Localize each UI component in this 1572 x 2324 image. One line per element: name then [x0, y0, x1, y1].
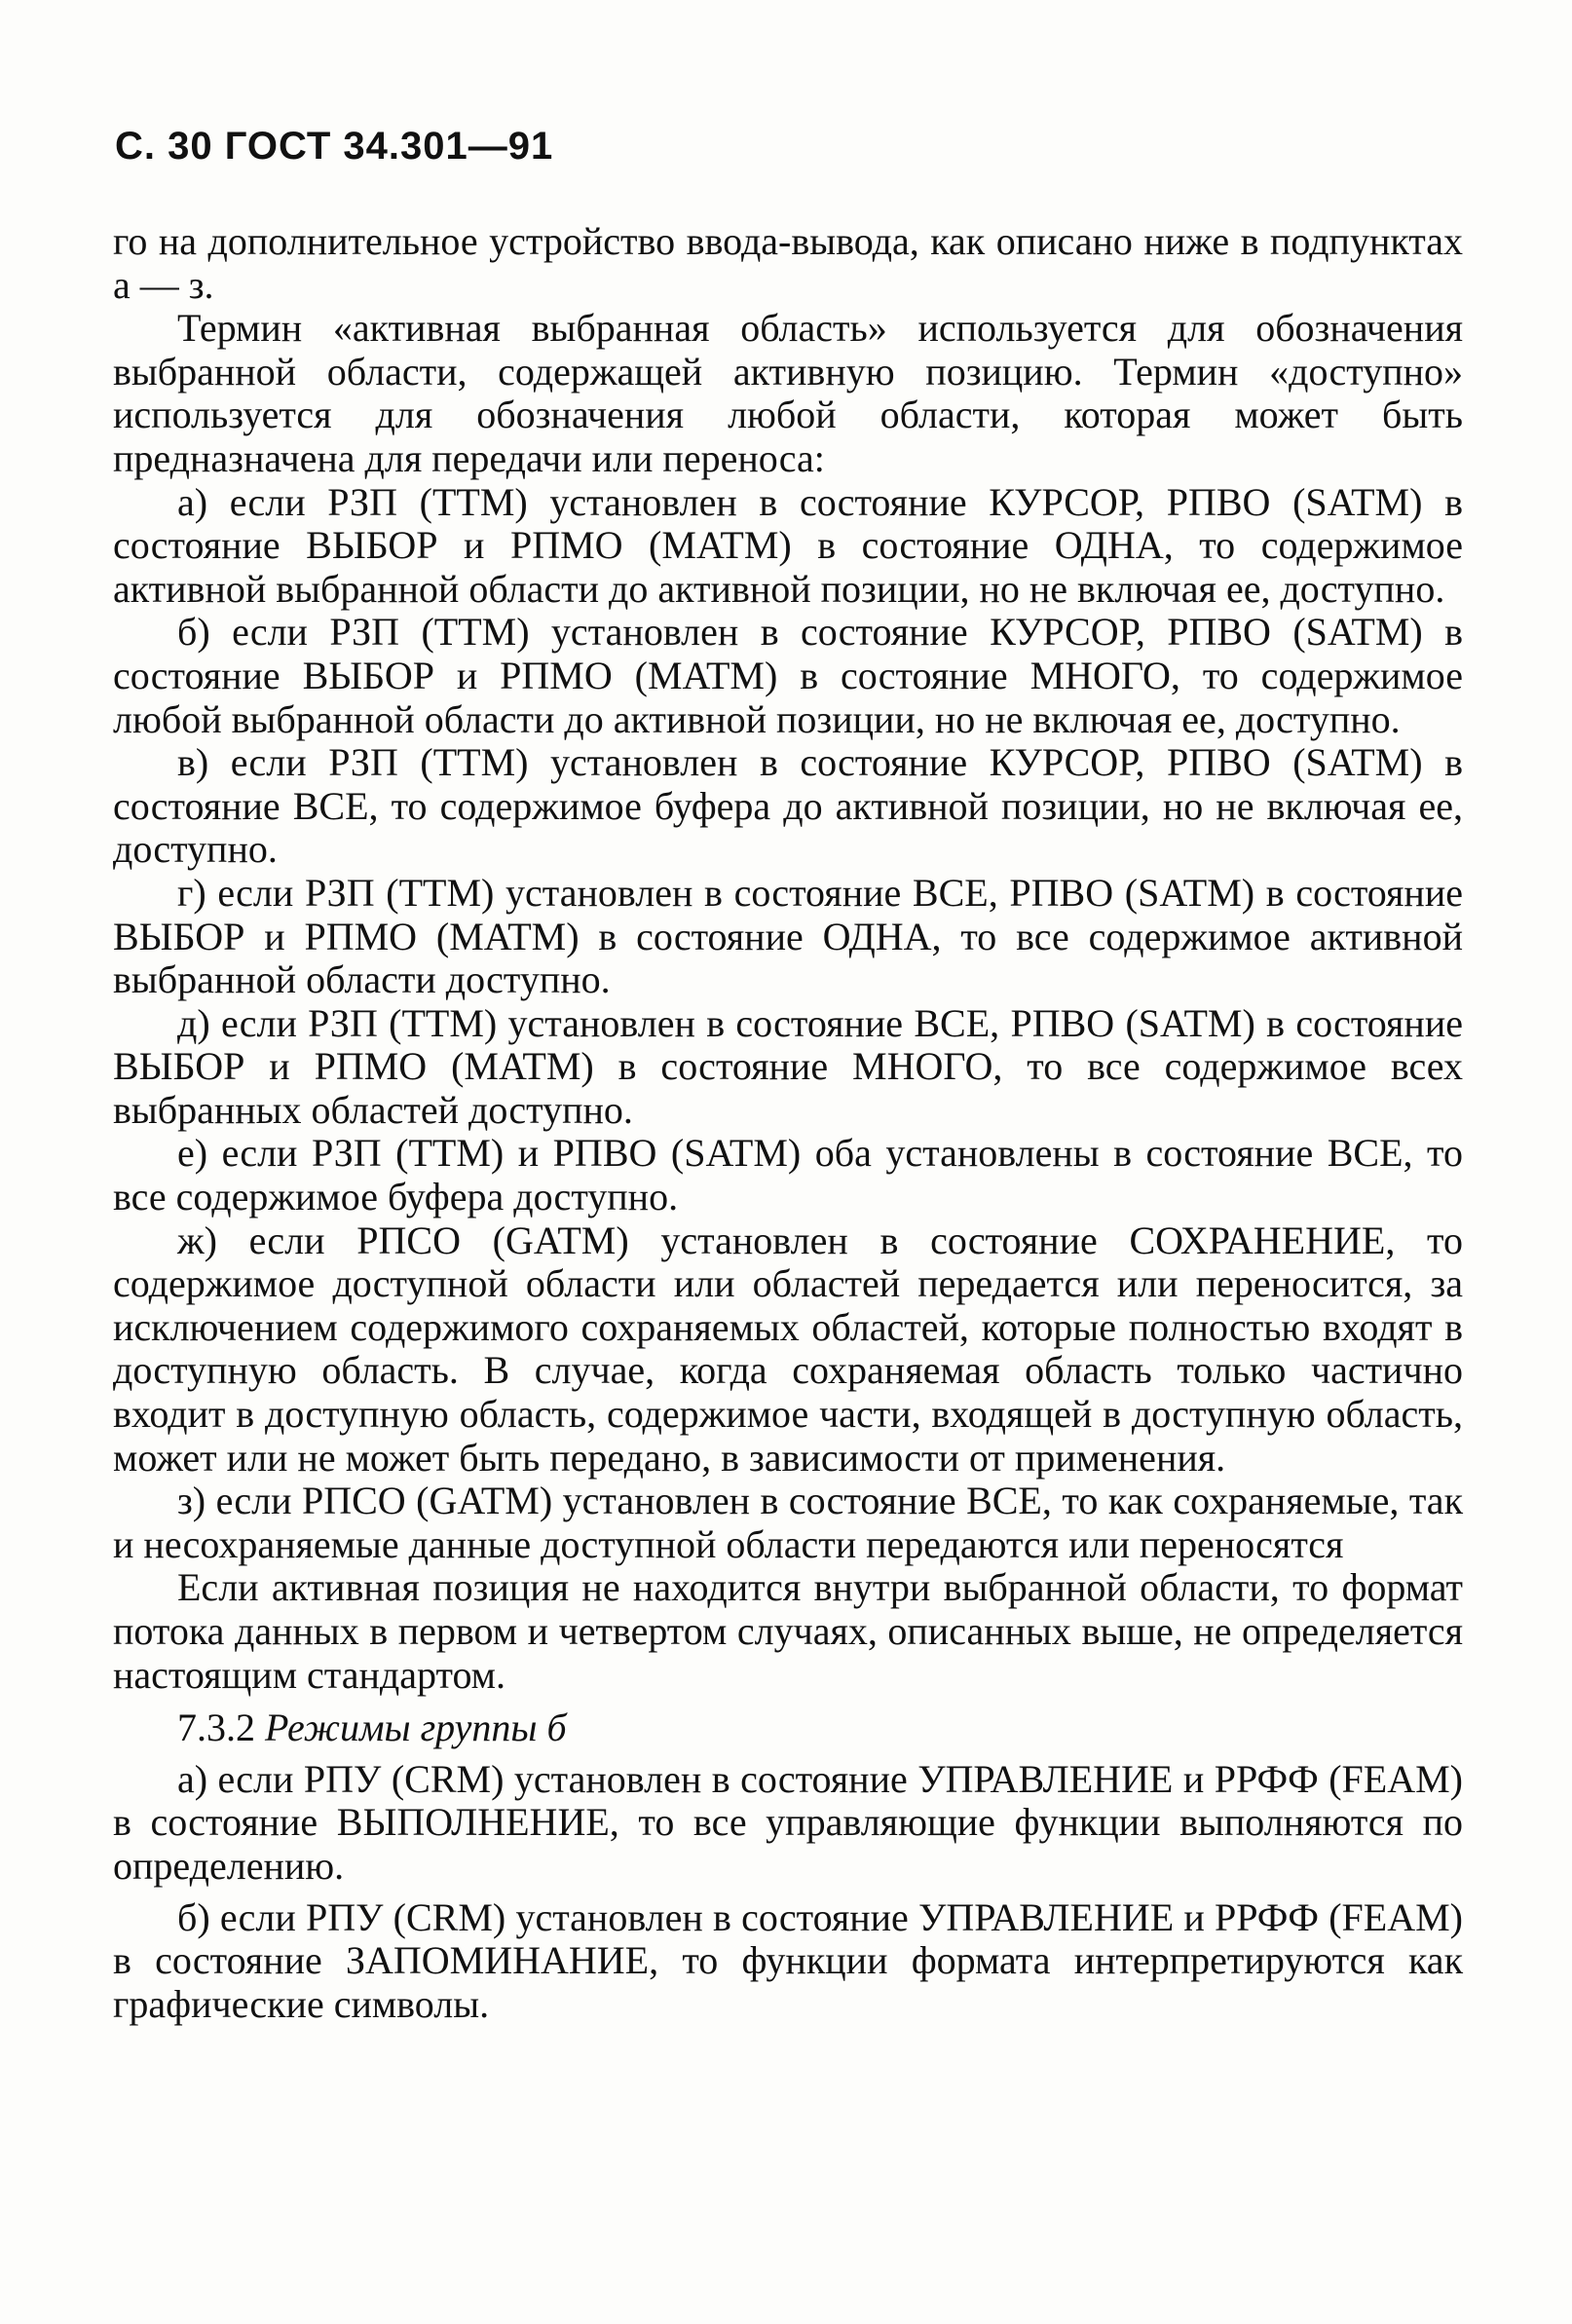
running-head: С. 30 ГОСТ 34.301—91: [115, 125, 554, 168]
section-item-b: б) если РПУ (CRM) установлен в состояние УПРАВЛЕНИЕ и РРФФ (FEAM) в состояние ЗАПОМИНАНИЕ, то функции формата интерпретируются как графические символы.: [113, 1894, 1463, 2026]
list-item-z: з) если РПСО (GATM) установлен в состояние ВСЕ, то как сохраняемые, так и несохраняемые данные доступной области передаются или переносятся: [113, 1479, 1463, 1566]
body-text: [113, 220, 1463, 2026]
paragraph-continuation: го на дополнительное устройство ввода-вывода, как описано ниже в подпунктах а — з.: [113, 219, 1463, 307]
list-item-g: г) если РЗП (TTM) установлен в состояние ВСЕ, РПВО (SATM) в состояние ВЫБОР и РПМО (MATM) в состояние ОДНА, то все содержимое активной выбранной области доступно.: [113, 870, 1463, 1002]
section-title: Режимы группы б: [265, 1706, 567, 1750]
list-item-e: е) если РЗП (TTM) и РПВО (SATM) оба установлены в состояние ВСЕ, то все содержимое буфера доступно.: [113, 1131, 1463, 1219]
list-item-v: в) если РЗП (TTM) установлен в состояние КУРСОР, РПВО (SATM) в состояние ВСЕ, то содержимое буфера до активной позиции, но не включая ее, доступно.: [113, 740, 1463, 872]
section-heading: [113, 1706, 1463, 1750]
section-item-a: а) если РПУ (CRM) установлен в состояние УПРАВЛЕНИЕ и РРФФ (FEAM) в состояние ВЫПОЛНЕНИЕ, то все управляющие функции выполняются по определению.: [113, 1756, 1463, 1888]
list-item-b: б) если РЗП (TTM) установлен в состояние КУРСОР, РПВО (SATM) в состояние ВЫБОР и РПМО (MATM) в состояние МНОГО, то содержимое любой выбранной области до активной позиции, но не включая ее, доступно.: [113, 610, 1463, 741]
section-number: 7.3.2: [177, 1706, 255, 1750]
list-item-d: д) если РЗП (TTM) установлен в состояние ВСЕ, РПВО (SATM) в состояние ВЫБОР и РПМО (MATM) в состояние МНОГО, то все содержимое всех выбранных областей доступно.: [113, 1000, 1463, 1132]
paragraph-note: Если активная позиция не находится внутри выбранной области, то формат потока данных в первом и четвертом случаях, описанных выше, не определяется настоящим стандартом.: [113, 1565, 1463, 1697]
paragraph-terms: Термин «активная выбранная область» используется для обозначения выбранной области, содержащей активную позицию. Термин «доступно» используется для обозначения любой области, которая может быть предназначена для передачи или переноса:: [113, 306, 1463, 480]
list-item-a: а) если РЗП (TTM) установлен в состояние КУРСОР, РПВО (SATM) в состояние ВЫБОР и РПМО (MATM) в состояние ОДНА, то содержимое активной выбранной области до активной позиции, но не включая ее, доступно.: [113, 479, 1463, 611]
list-item-zh: ж) если РПСО (GATM) установлен в состояние СОХРАНЕНИЕ, то содержимое доступной области или областей передается или переносится, за исключением содержимого сохраняемых областей, которые полностью входят в доступную область. В случае, когда сохраняемая область только частично входит в доступную область, содержимое части, входящей в доступную область, может или не может быть передано, в зависимости от применения.: [113, 1218, 1463, 1480]
